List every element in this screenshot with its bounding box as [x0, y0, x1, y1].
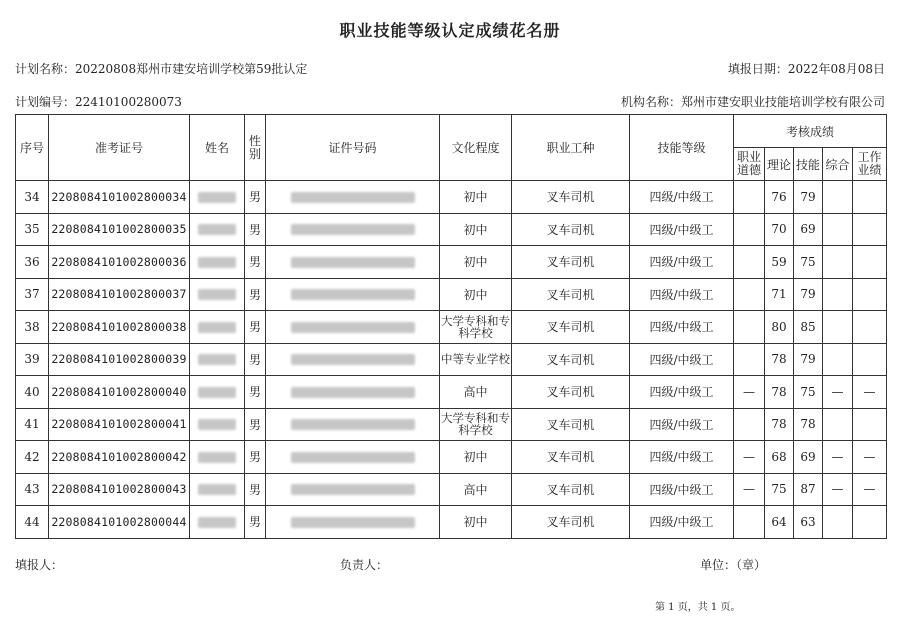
performance-cell [853, 343, 887, 376]
level-cell: 四级/中级工 [630, 213, 734, 246]
redacted-mark [198, 322, 236, 333]
table-row [16, 311, 887, 344]
overall-cell [823, 213, 853, 246]
overall-cell [823, 246, 853, 279]
id-no-cell [266, 441, 440, 474]
occupation-cell: 叉车司机 [512, 441, 630, 474]
id-no-cell [266, 473, 440, 506]
name-cell [190, 376, 245, 409]
ethics-cell [734, 343, 765, 376]
name-cell [190, 213, 245, 246]
redacted-mark [198, 387, 236, 398]
header-performance: 工作业绩 [853, 148, 887, 181]
skill-cell: 85 [794, 311, 823, 344]
performance-cell [853, 408, 887, 441]
performance-cell [853, 311, 887, 344]
level-cell: 四级/中级工 [630, 441, 734, 474]
skill-cell: 63 [794, 506, 823, 539]
seq-cell: 36 [16, 246, 49, 279]
exam-no-cell: 2208084101002800035 [49, 213, 190, 246]
performance-cell [853, 278, 887, 311]
table-row [16, 441, 887, 474]
education-cell: 初中 [440, 441, 512, 474]
performance-cell: — [853, 441, 887, 474]
header-overall: 综合 [823, 148, 853, 181]
redacted-mark [198, 484, 236, 495]
level-cell: 四级/中级工 [630, 278, 734, 311]
header-exam-no: 准考证号 [49, 115, 190, 181]
exam-no-cell: 2208084101002800038 [49, 311, 190, 344]
id-no-cell [266, 246, 440, 279]
name-cell [190, 408, 245, 441]
redacted-mark [291, 517, 415, 528]
redacted-mark [198, 257, 236, 268]
level-cell: 四级/中级工 [630, 181, 734, 214]
theory-cell: 76 [765, 181, 794, 214]
ethics-cell [734, 506, 765, 539]
id-no-cell [266, 506, 440, 539]
organization-name: 机构名称：郑州市建安职业技能培训学校有限公司 [620, 95, 885, 109]
overall-cell [823, 343, 853, 376]
header-skill: 技能 [794, 148, 823, 181]
theory-cell: 70 [765, 213, 794, 246]
exam-no-cell: 2208084101002800040 [49, 376, 190, 409]
level-cell: 四级/中级工 [630, 343, 734, 376]
seq-cell: 43 [16, 473, 49, 506]
name-cell [190, 506, 245, 539]
id-no-cell [266, 408, 440, 441]
id-no-cell [266, 311, 440, 344]
gender-cell: 男 [245, 506, 266, 539]
ethics-cell [734, 213, 765, 246]
theory-cell: 64 [765, 506, 794, 539]
performance-cell [853, 213, 887, 246]
redacted-mark [291, 354, 415, 365]
occupation-cell: 叉车司机 [512, 408, 630, 441]
skill-cell: 75 [794, 246, 823, 279]
seq-cell: 37 [16, 278, 49, 311]
id-no-cell [266, 213, 440, 246]
redacted-mark [198, 224, 236, 235]
responsible-label: 负责人： [340, 558, 389, 572]
overall-cell [823, 408, 853, 441]
overall-cell [823, 278, 853, 311]
education-cell: 大学专科和专科学校 [440, 408, 512, 441]
overall-cell [823, 311, 853, 344]
header-ethics: 职业道德 [734, 148, 765, 181]
education-cell: 初中 [440, 181, 512, 214]
seq-cell: 35 [16, 213, 49, 246]
name-cell [190, 246, 245, 279]
theory-cell: 80 [765, 311, 794, 344]
header-seq: 序号 [16, 115, 49, 181]
header-id-no: 证件号码 [266, 115, 440, 181]
overall-cell [823, 506, 853, 539]
occupation-cell: 叉车司机 [512, 246, 630, 279]
ethics-cell [734, 311, 765, 344]
performance-cell [853, 246, 887, 279]
table-body [16, 181, 887, 539]
education-cell: 初中 [440, 213, 512, 246]
redacted-mark [198, 289, 236, 300]
skill-cell: 87 [794, 473, 823, 506]
seq-cell: 44 [16, 506, 49, 539]
level-cell: 四级/中级工 [630, 376, 734, 409]
header-name: 姓名 [190, 115, 245, 181]
plan-name: 计划名称：20220808郑州市建安培训学校第59批认定 [15, 62, 308, 76]
table-row [16, 343, 887, 376]
ethics-cell [734, 408, 765, 441]
theory-cell: 71 [765, 278, 794, 311]
gender-cell: 男 [245, 181, 266, 214]
ethics-cell [734, 181, 765, 214]
header-education: 文化程度 [440, 115, 512, 181]
skill-cell: 75 [794, 376, 823, 409]
table-row [16, 278, 887, 311]
theory-cell: 59 [765, 246, 794, 279]
overall-cell: — [823, 441, 853, 474]
education-cell: 大学专科和专科学校 [440, 311, 512, 344]
id-no-cell [266, 278, 440, 311]
exam-no-cell: 2208084101002800043 [49, 473, 190, 506]
performance-cell: — [853, 473, 887, 506]
performance-cell [853, 506, 887, 539]
table-row [16, 506, 887, 539]
gender-cell: 男 [245, 213, 266, 246]
skill-cell: 78 [794, 408, 823, 441]
theory-cell: 78 [765, 376, 794, 409]
seq-cell: 41 [16, 408, 49, 441]
gender-cell: 男 [245, 311, 266, 344]
name-cell [190, 343, 245, 376]
education-cell: 中等专业学校 [440, 343, 512, 376]
performance-cell [853, 181, 887, 214]
education-cell: 高中 [440, 376, 512, 409]
table-row [16, 181, 887, 214]
id-no-cell [266, 343, 440, 376]
score-roster-table [15, 114, 887, 539]
gender-cell: 男 [245, 343, 266, 376]
level-cell: 四级/中级工 [630, 506, 734, 539]
redacted-mark [291, 387, 415, 398]
exam-no-cell: 2208084101002800041 [49, 408, 190, 441]
name-cell [190, 311, 245, 344]
page-info: 第 1 页，共 1 页。 [655, 602, 741, 613]
ethics-cell: — [734, 441, 765, 474]
redacted-mark [291, 322, 415, 333]
theory-cell: 68 [765, 441, 794, 474]
education-cell: 初中 [440, 246, 512, 279]
level-cell: 四级/中级工 [630, 311, 734, 344]
seq-cell: 40 [16, 376, 49, 409]
gender-cell: 男 [245, 473, 266, 506]
name-cell [190, 441, 245, 474]
gender-cell: 男 [245, 441, 266, 474]
occupation-cell: 叉车司机 [512, 181, 630, 214]
occupation-cell: 叉车司机 [512, 278, 630, 311]
overall-cell [823, 181, 853, 214]
level-cell: 四级/中级工 [630, 408, 734, 441]
table-row [16, 246, 887, 279]
report-date: 填报日期：2022年08月08日 [727, 62, 885, 76]
ethics-cell: — [734, 376, 765, 409]
seq-cell: 42 [16, 441, 49, 474]
exam-no-cell: 2208084101002800042 [49, 441, 190, 474]
skill-cell: 79 [794, 181, 823, 214]
occupation-cell: 叉车司机 [512, 473, 630, 506]
document-title: 职业技能等级认定成绩花名册 [339, 21, 561, 40]
level-cell: 四级/中级工 [630, 246, 734, 279]
redacted-mark [291, 419, 415, 430]
gender-cell: 男 [245, 408, 266, 441]
gender-cell: 男 [245, 278, 266, 311]
skill-cell: 79 [794, 278, 823, 311]
skill-cell: 69 [794, 441, 823, 474]
theory-cell: 75 [765, 473, 794, 506]
table-row [16, 376, 887, 409]
name-cell [190, 473, 245, 506]
ethics-cell [734, 246, 765, 279]
table-row [16, 213, 887, 246]
ethics-cell [734, 278, 765, 311]
header-gender: 性别 [245, 115, 266, 181]
occupation-cell: 叉车司机 [512, 376, 630, 409]
name-cell [190, 181, 245, 214]
education-cell: 高中 [440, 473, 512, 506]
id-no-cell [266, 376, 440, 409]
redacted-mark [198, 517, 236, 528]
education-cell: 初中 [440, 278, 512, 311]
redacted-mark [291, 192, 415, 203]
header-scores: 考核成绩 [734, 115, 887, 148]
overall-cell: — [823, 376, 853, 409]
redacted-mark [198, 452, 236, 463]
seq-cell: 34 [16, 181, 49, 214]
ethics-cell: — [734, 473, 765, 506]
gender-cell: 男 [245, 246, 266, 279]
overall-cell: — [823, 473, 853, 506]
redacted-mark [291, 452, 415, 463]
skill-cell: 69 [794, 213, 823, 246]
table-header [16, 115, 887, 181]
header-occupation: 职业工种 [512, 115, 630, 181]
education-cell: 初中 [440, 506, 512, 539]
redacted-mark [198, 354, 236, 365]
header-level: 技能等级 [630, 115, 734, 181]
seq-cell: 39 [16, 343, 49, 376]
exam-no-cell: 2208084101002800037 [49, 278, 190, 311]
skill-cell: 79 [794, 343, 823, 376]
occupation-cell: 叉车司机 [512, 343, 630, 376]
redacted-mark [291, 289, 415, 300]
occupation-cell: 叉车司机 [512, 311, 630, 344]
gender-cell: 男 [245, 376, 266, 409]
exam-no-cell: 2208084101002800034 [49, 181, 190, 214]
exam-no-cell: 2208084101002800039 [49, 343, 190, 376]
id-no-cell [266, 181, 440, 214]
level-cell: 四级/中级工 [630, 473, 734, 506]
redacted-mark [291, 257, 415, 268]
unit-seal-label: 单位：（章） [700, 558, 767, 572]
exam-no-cell: 2208084101002800044 [49, 506, 190, 539]
redacted-mark [291, 224, 415, 235]
filler-label: 填报人： [15, 558, 64, 572]
header-theory: 理论 [765, 148, 794, 181]
seq-cell: 38 [16, 311, 49, 344]
theory-cell: 78 [765, 343, 794, 376]
redacted-mark [198, 419, 236, 430]
exam-no-cell: 2208084101002800036 [49, 246, 190, 279]
plan-number: 计划编号：22410100280073 [15, 95, 182, 109]
table-row [16, 473, 887, 506]
performance-cell: — [853, 376, 887, 409]
occupation-cell: 叉车司机 [512, 506, 630, 539]
table-row [16, 408, 887, 441]
occupation-cell: 叉车司机 [512, 213, 630, 246]
theory-cell: 78 [765, 408, 794, 441]
redacted-mark [198, 192, 236, 203]
name-cell [190, 278, 245, 311]
redacted-mark [291, 484, 415, 495]
